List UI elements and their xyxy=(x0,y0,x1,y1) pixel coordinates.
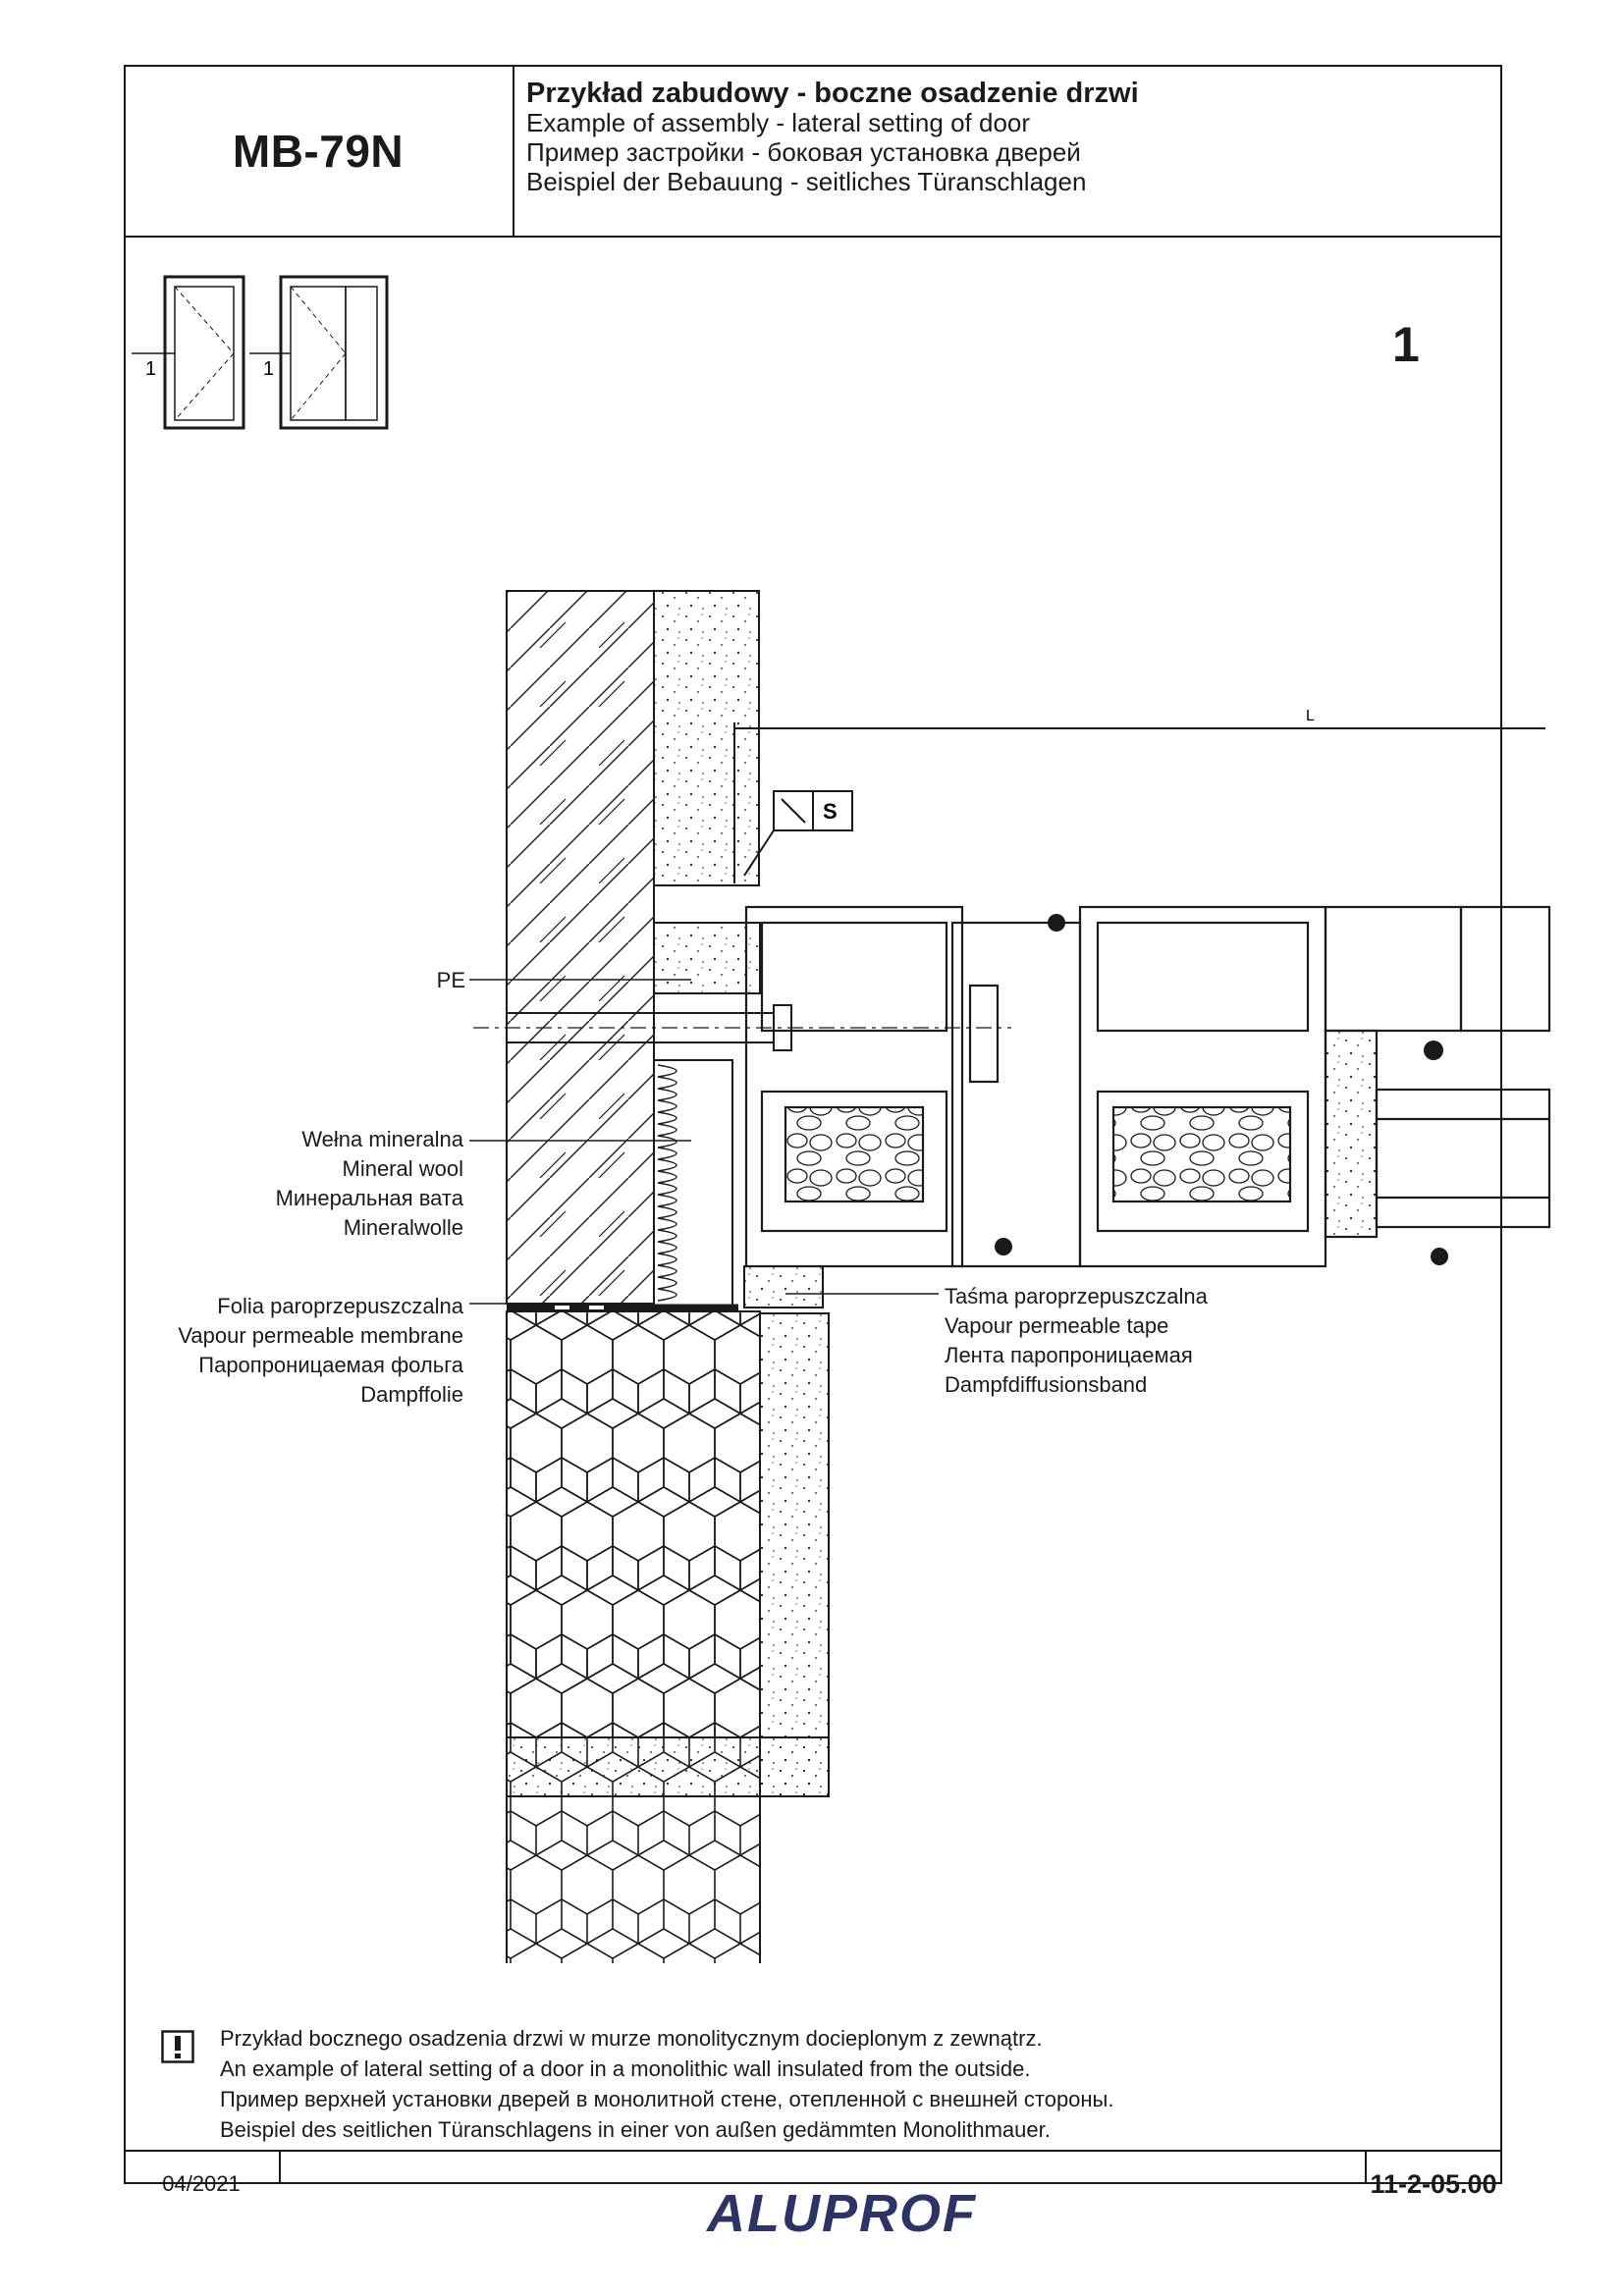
membrane-en: Vapour permeable membrane xyxy=(178,1323,463,1348)
symbol-label: S xyxy=(823,799,838,824)
exclamation-icon xyxy=(161,2030,194,2063)
external-plaster-bottom xyxy=(507,1737,829,1796)
title-english: Example of assembly - lateral setting of door xyxy=(526,108,1031,137)
footer-divider xyxy=(124,2150,1502,2152)
drawing-code: 11-2-05.00 xyxy=(1370,2168,1497,2199)
tape-en: Vapour permeable tape xyxy=(945,1313,1169,1338)
title-german: Beispiel der Bebauung - seitliches Türanschlagen xyxy=(526,167,1087,196)
title-russian: Пример застройки - боковая установка дверей xyxy=(526,137,1081,167)
aluprof-logo: ALUPROF xyxy=(707,2184,977,2243)
external-render xyxy=(654,591,759,885)
membrane-pl: Folia paroprzepuszczalna xyxy=(217,1294,463,1318)
note-ru: Пример верхней установки дверей в монолитной стене, отепленной с внешней стороны. xyxy=(220,2087,1114,2111)
mineral-wool-ru: Минеральная вата xyxy=(275,1186,463,1210)
mineral-wool-de: Mineralwolle xyxy=(343,1215,463,1240)
dimension-line xyxy=(734,722,1545,883)
title-polish: Przykład zabudowy - boczne osadzenie drzwi xyxy=(526,78,1139,109)
tape-labels xyxy=(945,1282,1208,1400)
membrane-de: Dampffolie xyxy=(360,1382,463,1407)
model-title: MB-79N xyxy=(232,126,405,177)
external-plaster xyxy=(760,1313,829,1796)
note-en: An example of lateral setting of a door in a monolithic wall insulated from the outside. xyxy=(220,2056,1031,2081)
revision-date: 04/2021 xyxy=(162,2171,241,2196)
mineral-wool-en: Mineral wool xyxy=(342,1156,463,1181)
footer-date-divider xyxy=(279,2150,281,2184)
glazing-unit xyxy=(1325,907,1549,1237)
pe-foam xyxy=(654,923,760,993)
membrane-labels xyxy=(128,1292,463,1410)
mineral-wool-layer xyxy=(654,1060,732,1306)
masonry-wall xyxy=(507,591,654,1304)
tape-pl: Taśma paroprzepuszczalna xyxy=(945,1284,1208,1308)
detail-number: 1 xyxy=(1392,317,1420,372)
single-door-marker: 1 xyxy=(145,358,157,380)
double-door-marker: 1 xyxy=(263,358,275,380)
vapour-tape xyxy=(744,1266,823,1308)
note-de: Beispiel des seitlichen Türanschlagens in einer von außen gedämmten Monolithmauer. xyxy=(220,2117,1051,2142)
pe-label: PE xyxy=(436,968,465,992)
tape-ru: Лента паропроницаемая xyxy=(945,1343,1193,1367)
tape-de: Dampfdiffusionsband xyxy=(945,1372,1148,1397)
insulation-block-lower xyxy=(507,1311,760,1737)
mineral-wool-labels xyxy=(177,1125,463,1243)
dimension-label: L xyxy=(1306,708,1315,724)
membrane-ru: Паропроницаемая фольга xyxy=(198,1353,463,1377)
door-leaf-profile xyxy=(1080,907,1325,1266)
mineral-wool-pl: Wełna mineralna xyxy=(301,1127,463,1151)
door-frame-profile xyxy=(746,907,1080,1266)
assembly-note xyxy=(220,2023,1114,2145)
note-pl: Przykład bocznego osadzenia drzwi w murze monolitycznym docieplonym z zewnątrz. xyxy=(220,2026,1043,2051)
